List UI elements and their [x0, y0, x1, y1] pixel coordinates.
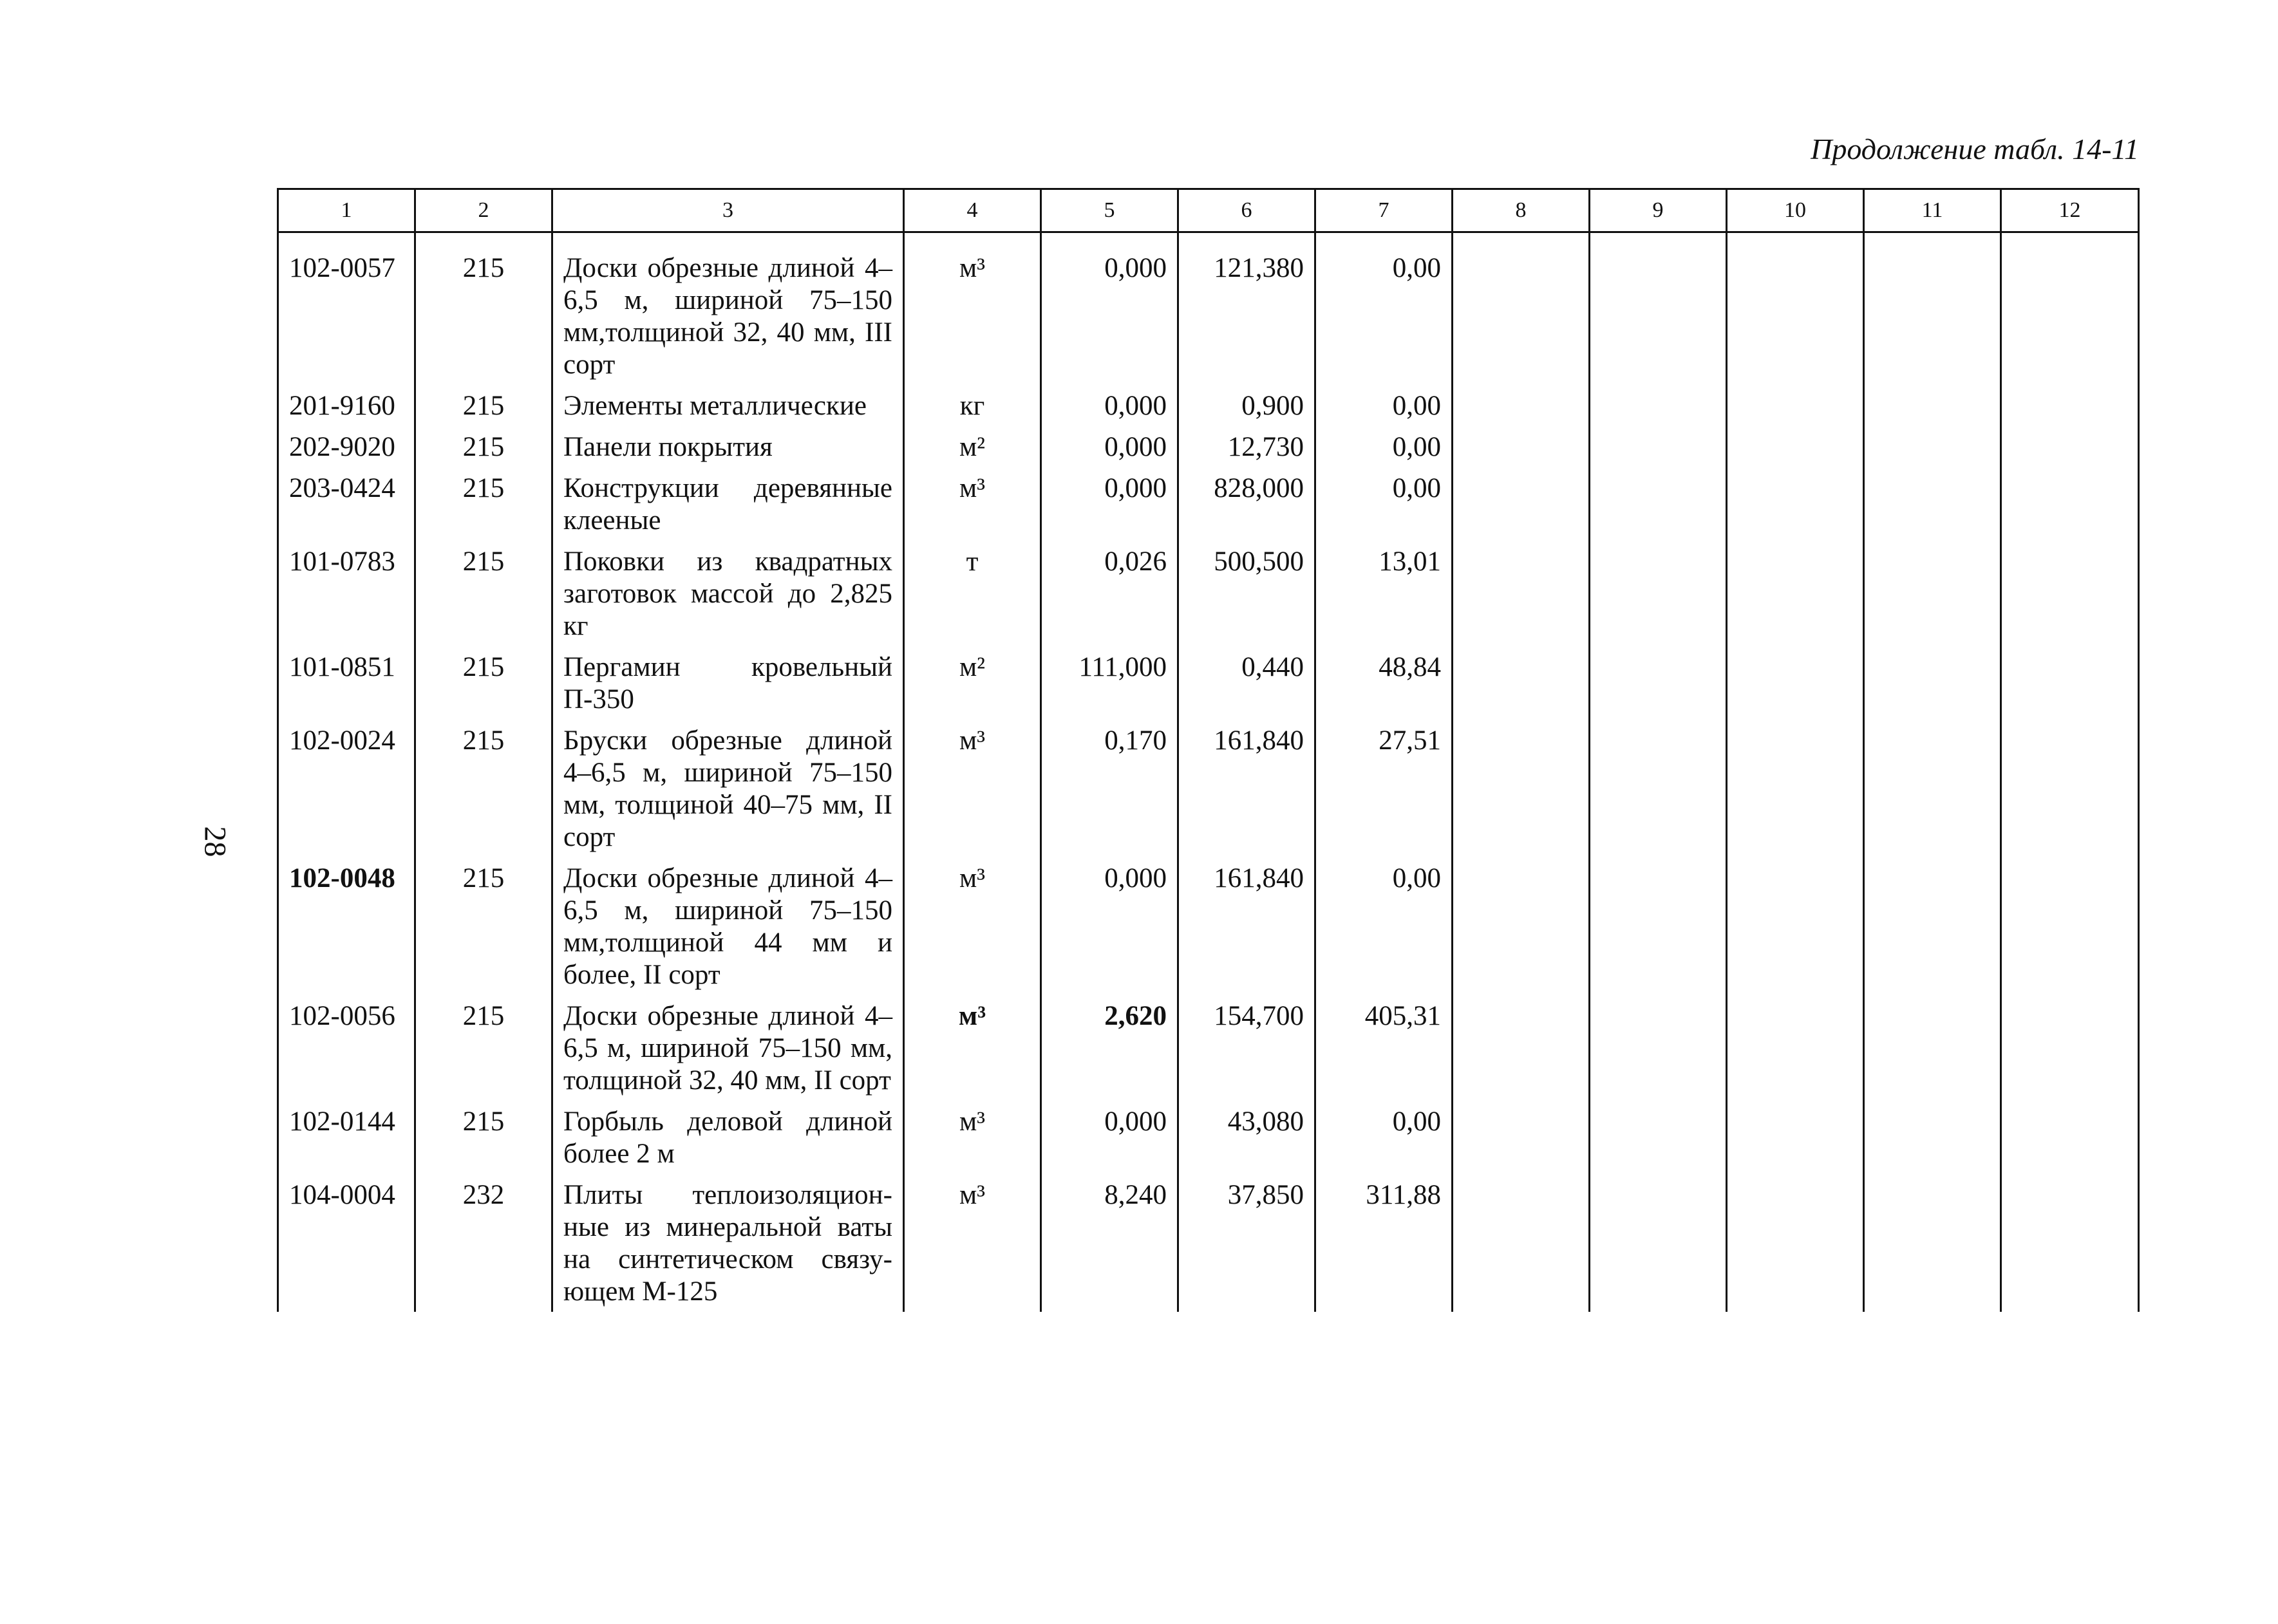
cell-name: Плиты теплоизоляцион-ные из минеральной ваты на синтетическом связу-ющем М-125: [552, 1170, 904, 1312]
cell-name: Элементы металлические: [552, 381, 904, 422]
cell-code: 104-0004: [278, 1170, 415, 1312]
cell-empty: [2001, 991, 2139, 1097]
cell-col2: 215: [415, 716, 552, 854]
column-header: 7: [1315, 189, 1453, 232]
cell-empty: [1864, 854, 2001, 991]
cell-empty: [1727, 463, 1864, 537]
cell-empty: [1864, 463, 2001, 537]
cell-col2: 215: [415, 537, 552, 642]
cell-col6: 0,440: [1178, 642, 1315, 716]
cell-empty: [1590, 463, 1727, 537]
cell-code: 102-0056: [278, 991, 415, 1097]
cell-code: 102-0024: [278, 716, 415, 854]
cell-name: Пергамин кровельный П-350: [552, 642, 904, 716]
cell-col6: 37,850: [1178, 1170, 1315, 1312]
cell-name: Горбыль деловой длиной более 2 м: [552, 1097, 904, 1170]
cell-col5: 0,000: [1041, 422, 1178, 463]
materials-table: [277, 188, 2140, 1312]
cell-col7: 13,01: [1315, 537, 1453, 642]
cell-name: Панели покрытия: [552, 422, 904, 463]
column-header: 10: [1727, 189, 1864, 232]
cell-empty: [1453, 716, 1590, 854]
cell-col5: 2,620: [1041, 991, 1178, 1097]
cell-empty: [1590, 537, 1727, 642]
cell-empty: [2001, 381, 2139, 422]
cell-empty: [1453, 854, 1590, 991]
cell-empty: [2001, 232, 2139, 382]
cell-empty: [1590, 991, 1727, 1097]
cell-col6: 121,380: [1178, 232, 1315, 382]
cell-col6: 500,500: [1178, 537, 1315, 642]
cell-col6: 161,840: [1178, 716, 1315, 854]
cell-unit: м³: [904, 1097, 1041, 1170]
cell-col7: 0,00: [1315, 232, 1453, 382]
cell-col2: 215: [415, 854, 552, 991]
cell-name: Конструкции деревянные клееные: [552, 463, 904, 537]
cell-empty: [1590, 854, 1727, 991]
cell-empty: [1590, 716, 1727, 854]
table-row: [278, 422, 2139, 463]
cell-code: 102-0057: [278, 232, 415, 382]
cell-empty: [1590, 381, 1727, 422]
cell-empty: [1727, 422, 1864, 463]
cell-unit: кг: [904, 381, 1041, 422]
cell-empty: [1727, 1170, 1864, 1312]
cell-code: 102-0144: [278, 1097, 415, 1170]
column-header: 12: [2001, 189, 2139, 232]
cell-empty: [1864, 537, 2001, 642]
cell-empty: [1727, 716, 1864, 854]
cell-col5: 0,000: [1041, 381, 1178, 422]
cell-col7: 0,00: [1315, 463, 1453, 537]
table-row: [278, 537, 2139, 642]
cell-empty: [2001, 537, 2139, 642]
cell-col7: 0,00: [1315, 381, 1453, 422]
cell-empty: [1453, 1097, 1590, 1170]
cell-col7: 27,51: [1315, 716, 1453, 854]
column-header: 3: [552, 189, 904, 232]
table-row: [278, 232, 2139, 382]
cell-empty: [2001, 463, 2139, 537]
cell-empty: [1864, 1170, 2001, 1312]
cell-col2: 215: [415, 991, 552, 1097]
cell-name: Доски обрезные длиной 4–6,5 м, шириной 75–150 мм, толщиной 32, 40 мм, II сорт: [552, 991, 904, 1097]
cell-col7: 405,31: [1315, 991, 1453, 1097]
cell-empty: [1864, 642, 2001, 716]
cell-col6: 43,080: [1178, 1097, 1315, 1170]
cell-col7: 0,00: [1315, 422, 1453, 463]
table-row: [278, 463, 2139, 537]
cell-col7: 0,00: [1315, 1097, 1453, 1170]
cell-empty: [2001, 642, 2139, 716]
cell-col7: 311,88: [1315, 1170, 1453, 1312]
header-row: [278, 189, 2139, 232]
cell-name: Доски обрезные длиной 4–6,5 м, шириной 75–150 мм,толщиной 44 мм и более, II сорт: [552, 854, 904, 991]
table-row: [278, 381, 2139, 422]
cell-unit: м³: [904, 1170, 1041, 1312]
cell-empty: [1864, 716, 2001, 854]
cell-unit: м³: [904, 463, 1041, 537]
cell-unit: м²: [904, 422, 1041, 463]
cell-col2: 215: [415, 232, 552, 382]
cell-col5: 0,000: [1041, 232, 1178, 382]
cell-empty: [1864, 422, 2001, 463]
cell-col5: 0,170: [1041, 716, 1178, 854]
cell-empty: [1590, 1170, 1727, 1312]
cell-code: 102-0048: [278, 854, 415, 991]
cell-name: Доски обрезные длиной 4–6,5 м, шириной 75–150 мм,толщиной 32, 40 мм, III сорт: [552, 232, 904, 382]
cell-code: 101-0851: [278, 642, 415, 716]
cell-unit: м³: [904, 991, 1041, 1097]
cell-code: 202-9020: [278, 422, 415, 463]
cell-unit: т: [904, 537, 1041, 642]
cell-col6: 0,900: [1178, 381, 1315, 422]
column-header: 2: [415, 189, 552, 232]
cell-unit: м³: [904, 716, 1041, 854]
cell-name: Бруски обрезные длиной 4–6,5 м, шириной 75–150 мм, толщиной 40–75 мм, II сорт: [552, 716, 904, 854]
cell-empty: [1590, 1097, 1727, 1170]
cell-empty: [2001, 422, 2139, 463]
cell-empty: [1453, 537, 1590, 642]
cell-empty: [1453, 463, 1590, 537]
cell-col5: 8,240: [1041, 1170, 1178, 1312]
cell-col5: 0,000: [1041, 854, 1178, 991]
cell-empty: [1864, 381, 2001, 422]
cell-col6: 828,000: [1178, 463, 1315, 537]
cell-col6: 154,700: [1178, 991, 1315, 1097]
cell-col5: 111,000: [1041, 642, 1178, 716]
table-row: [278, 1170, 2139, 1312]
cell-empty: [2001, 1170, 2139, 1312]
cell-empty: [1453, 422, 1590, 463]
cell-empty: [1727, 991, 1864, 1097]
column-header: 1: [278, 189, 415, 232]
cell-code: 201-9160: [278, 381, 415, 422]
cell-empty: [1864, 232, 2001, 382]
table-caption: Продолжение табл. 14-11: [1811, 133, 2139, 165]
page-number: 28: [198, 826, 232, 857]
column-header: 9: [1590, 189, 1727, 232]
cell-col6: 12,730: [1178, 422, 1315, 463]
column-header: 6: [1178, 189, 1315, 232]
cell-empty: [1727, 642, 1864, 716]
cell-empty: [2001, 854, 2139, 991]
cell-unit: м³: [904, 232, 1041, 382]
cell-unit: м²: [904, 642, 1041, 716]
cell-empty: [1727, 232, 1864, 382]
cell-code: 101-0783: [278, 537, 415, 642]
cell-empty: [2001, 716, 2139, 854]
cell-unit: м³: [904, 854, 1041, 991]
cell-empty: [1453, 1170, 1590, 1312]
cell-empty: [1453, 991, 1590, 1097]
cell-empty: [1864, 991, 2001, 1097]
cell-col2: 215: [415, 381, 552, 422]
cell-col2: 232: [415, 1170, 552, 1312]
table-row: [278, 854, 2139, 991]
table-row: [278, 716, 2139, 854]
table-row: [278, 642, 2139, 716]
cell-col2: 215: [415, 463, 552, 537]
cell-empty: [1590, 642, 1727, 716]
cell-code: 203-0424: [278, 463, 415, 537]
column-header: 4: [904, 189, 1041, 232]
cell-col6: 161,840: [1178, 854, 1315, 991]
column-header: 5: [1041, 189, 1178, 232]
cell-empty: [1727, 381, 1864, 422]
table-row: [278, 1097, 2139, 1170]
cell-col5: 0,000: [1041, 463, 1178, 537]
cell-name: Поковки из квадратных заготовок массой до 2,825 кг: [552, 537, 904, 642]
cell-empty: [1727, 1097, 1864, 1170]
table-row: [278, 991, 2139, 1097]
cell-empty: [1453, 232, 1590, 382]
cell-empty: [1864, 1097, 2001, 1170]
cell-empty: [1590, 232, 1727, 382]
cell-col2: 215: [415, 642, 552, 716]
cell-col5: 0,000: [1041, 1097, 1178, 1170]
cell-empty: [1727, 537, 1864, 642]
column-header: 11: [1864, 189, 2001, 232]
cell-empty: [1453, 642, 1590, 716]
cell-col2: 215: [415, 1097, 552, 1170]
cell-col5: 0,026: [1041, 537, 1178, 642]
cell-col2: 215: [415, 422, 552, 463]
column-header: 8: [1453, 189, 1590, 232]
cell-empty: [1590, 422, 1727, 463]
cell-col7: 48,84: [1315, 642, 1453, 716]
cell-empty: [2001, 1097, 2139, 1170]
cell-empty: [1727, 854, 1864, 991]
cell-empty: [1453, 381, 1590, 422]
cell-col7: 0,00: [1315, 854, 1453, 991]
